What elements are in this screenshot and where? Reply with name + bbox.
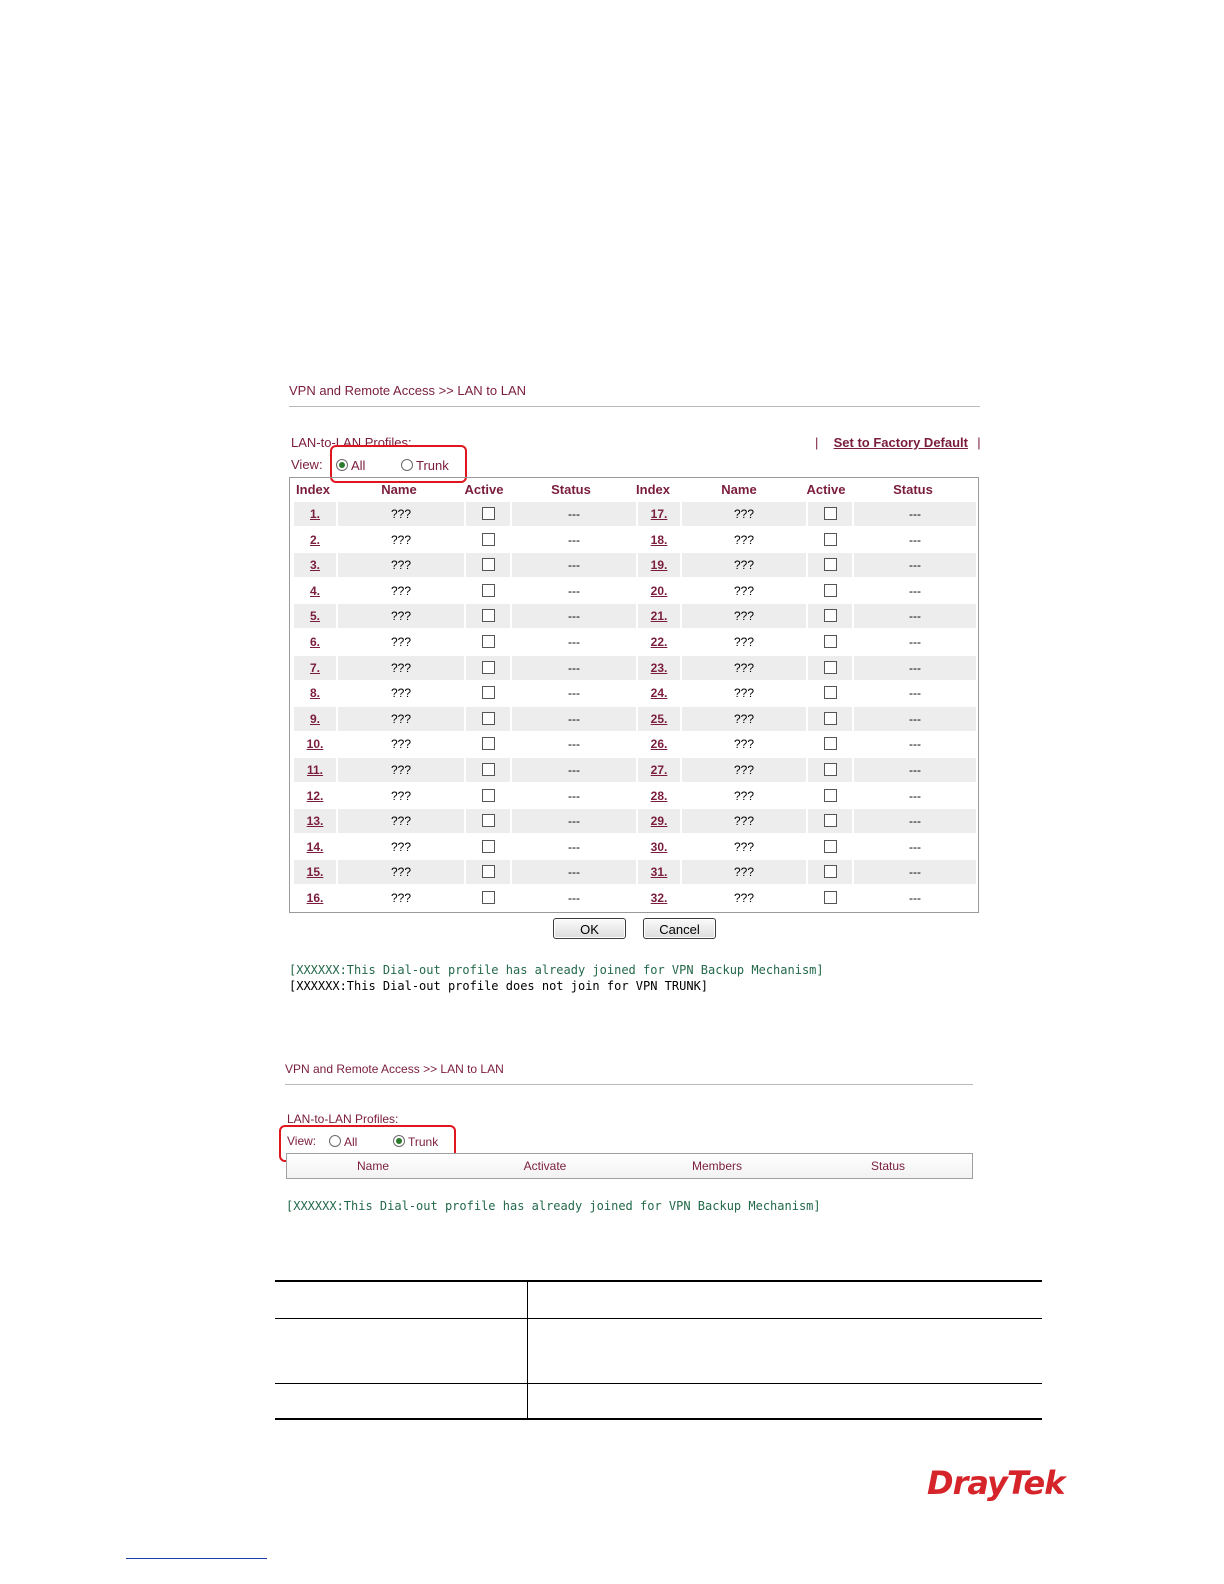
index-cell <box>638 707 680 731</box>
profile-index-link[interactable]: 4. <box>309 583 320 598</box>
profile-name: ??? <box>338 502 464 526</box>
index-cell <box>294 681 336 705</box>
profile-name: ??? <box>390 788 412 803</box>
active-checkbox[interactable] <box>482 609 495 622</box>
profile-name: ??? <box>390 737 412 752</box>
view-option-label: Trunk <box>408 1135 439 1149</box>
profile-name: ??? <box>338 553 464 577</box>
index-cell <box>638 528 680 552</box>
cancel-button[interactable]: Cancel <box>643 918 716 939</box>
profile-name: ??? <box>390 839 412 854</box>
active-checkbox[interactable] <box>824 789 837 802</box>
profile-name: ??? <box>682 604 806 628</box>
profile-index-link[interactable]: 19. <box>650 558 668 573</box>
table-row <box>294 528 976 552</box>
active-checkbox[interactable] <box>824 584 837 597</box>
profile-name: ??? <box>338 758 464 782</box>
note-backup: [XXXXXX:This Dial-out profile has already joined for VPN Backup Mechanism] <box>289 963 824 977</box>
profile-status: --- <box>512 553 636 577</box>
table-row <box>294 732 976 756</box>
active-checkbox[interactable] <box>824 865 837 878</box>
note-backup: [XXXXXX:This Dial-out profile has already joined for VPN Backup Mechanism] <box>286 1199 821 1213</box>
active-checkbox[interactable] <box>482 814 495 827</box>
active-cell <box>466 502 510 526</box>
profile-status: --- <box>909 788 921 803</box>
table-top-rule <box>275 1280 1042 1282</box>
active-cell <box>808 502 852 526</box>
profile-status: --- <box>568 532 580 547</box>
view-option-label: Trunk <box>416 458 449 473</box>
active-cell <box>466 528 510 552</box>
profile-status: --- <box>512 656 636 680</box>
view-option-label: All <box>351 458 366 473</box>
profile-status: --- <box>854 656 976 680</box>
active-cell <box>808 732 852 756</box>
active-cell <box>808 758 852 782</box>
active-checkbox[interactable] <box>824 635 837 648</box>
profile-name: ??? <box>390 532 412 547</box>
active-checkbox[interactable] <box>824 686 837 699</box>
active-checkbox[interactable] <box>482 635 495 648</box>
active-cell <box>466 630 510 654</box>
profile-name: ??? <box>338 707 464 731</box>
profile-status: --- <box>854 860 976 884</box>
active-cell <box>808 579 852 603</box>
active-cell <box>808 681 852 705</box>
footer-rule <box>126 1558 267 1559</box>
active-cell <box>466 579 510 603</box>
active-checkbox[interactable] <box>482 840 495 853</box>
table-row <box>294 886 976 910</box>
profile-index-link[interactable]: 10. <box>306 737 324 752</box>
profile-name: ??? <box>682 502 806 526</box>
index-cell <box>294 732 336 756</box>
active-checkbox[interactable] <box>482 533 495 546</box>
column-header: Active <box>464 482 504 497</box>
active-cell <box>808 528 852 552</box>
index-cell <box>294 758 336 782</box>
column-header: Index <box>636 482 670 497</box>
column-header: Activate <box>523 1159 567 1173</box>
table-row <box>294 835 976 859</box>
profile-status: --- <box>909 583 921 598</box>
breadcrumb: VPN and Remote Access >> LAN to LAN <box>285 1062 504 1076</box>
profile-index-link[interactable]: 12. <box>306 788 324 803</box>
active-checkbox[interactable] <box>482 789 495 802</box>
active-checkbox[interactable] <box>824 558 837 571</box>
active-cell <box>808 784 852 808</box>
table-row <box>294 758 976 782</box>
table-row <box>294 681 976 705</box>
table-row <box>294 860 976 884</box>
active-checkbox[interactable] <box>824 840 837 853</box>
profile-index-link[interactable]: 25. <box>650 711 668 726</box>
profile-index-link[interactable]: 27. <box>650 763 668 777</box>
active-checkbox[interactable] <box>824 661 837 674</box>
index-cell <box>638 860 680 884</box>
active-checkbox[interactable] <box>824 609 837 622</box>
active-checkbox[interactable] <box>824 814 837 827</box>
draytek-logo: DrayTek <box>927 1464 1065 1502</box>
active-checkbox[interactable] <box>824 712 837 725</box>
index-cell <box>638 732 680 756</box>
view-option-trunk[interactable] <box>401 458 449 473</box>
profile-name: ??? <box>682 758 806 782</box>
profile-status: --- <box>568 583 580 598</box>
active-cell <box>466 886 510 910</box>
index-cell <box>294 528 336 552</box>
index-cell <box>294 604 336 628</box>
profile-status: --- <box>512 604 636 628</box>
profile-name: ??? <box>338 809 464 833</box>
view-option-all[interactable] <box>329 1135 357 1149</box>
index-cell <box>638 681 680 705</box>
profile-status: --- <box>909 635 921 649</box>
active-cell <box>808 860 852 884</box>
profile-name: ??? <box>733 583 755 598</box>
profile-index-link[interactable]: 31. <box>650 865 668 880</box>
profile-index-link[interactable]: 32. <box>650 891 668 905</box>
table-row <box>294 579 976 603</box>
index-cell <box>294 809 336 833</box>
table-row <box>294 553 976 577</box>
index-cell <box>638 604 680 628</box>
active-checkbox[interactable] <box>824 507 837 520</box>
index-cell <box>638 784 680 808</box>
profile-status: --- <box>909 686 921 701</box>
profile-name: ??? <box>390 891 412 905</box>
index-cell <box>294 553 336 577</box>
table-row <box>294 809 976 833</box>
column-header: Status <box>551 482 591 497</box>
index-cell <box>638 835 680 859</box>
profile-name: ??? <box>682 707 806 731</box>
index-cell <box>638 809 680 833</box>
view-option-label: All <box>344 1135 358 1149</box>
active-cell <box>808 630 852 654</box>
index-cell <box>638 656 680 680</box>
profile-status: --- <box>909 891 921 905</box>
profile-status: --- <box>909 839 921 854</box>
profile-status: --- <box>512 758 636 782</box>
active-cell <box>466 758 510 782</box>
profile-status: --- <box>909 532 921 547</box>
column-header: Name <box>381 482 417 497</box>
profile-status: --- <box>512 502 636 526</box>
index-cell <box>294 707 336 731</box>
profile-index-link[interactable]: 22. <box>650 635 668 649</box>
column-header: Index <box>296 482 330 497</box>
column-header: Active <box>806 482 846 497</box>
view-option-all[interactable] <box>336 458 365 473</box>
active-checkbox[interactable] <box>482 865 495 878</box>
profile-status: --- <box>909 737 921 752</box>
active-checkbox[interactable] <box>482 712 495 725</box>
radio-unselected-icon[interactable] <box>401 459 413 471</box>
profile-name: ??? <box>733 891 755 905</box>
active-cell <box>466 604 510 628</box>
column-header: Name <box>721 482 757 497</box>
active-checkbox[interactable] <box>482 891 495 904</box>
separator: | <box>977 435 981 450</box>
profile-index-link[interactable]: 18. <box>650 532 668 547</box>
profile-index-link[interactable]: 21. <box>650 609 668 624</box>
factory-default-group <box>815 435 981 450</box>
view-label: View: <box>291 457 323 472</box>
profile-status: --- <box>568 635 580 649</box>
column-header: Name <box>356 1159 389 1173</box>
profile-status: --- <box>854 707 976 731</box>
index-cell <box>638 502 680 526</box>
table-row-rule <box>275 1318 1042 1319</box>
profile-index-link[interactable]: 13. <box>306 814 324 829</box>
profile-index-link[interactable]: 2. <box>309 532 320 547</box>
profile-index-link[interactable]: 29. <box>650 814 668 829</box>
active-checkbox[interactable] <box>482 737 495 750</box>
active-checkbox[interactable] <box>482 686 495 699</box>
profile-status: --- <box>568 737 580 752</box>
active-checkbox[interactable] <box>824 763 837 776</box>
profile-index-link[interactable]: 30. <box>650 839 668 854</box>
table-row-rule <box>275 1383 1042 1384</box>
radio-selected-icon[interactable] <box>336 459 348 471</box>
table-row <box>294 784 976 808</box>
active-cell <box>808 553 852 577</box>
profile-status: --- <box>854 758 976 782</box>
active-cell <box>466 809 510 833</box>
active-checkbox[interactable] <box>824 737 837 750</box>
profile-name: ??? <box>390 583 412 598</box>
profile-index-link[interactable]: 15. <box>306 865 324 880</box>
index-cell <box>294 502 336 526</box>
active-cell <box>466 732 510 756</box>
profile-index-link[interactable]: 6. <box>309 635 320 649</box>
profile-index-link[interactable]: 24. <box>650 686 668 701</box>
profile-name: ??? <box>338 604 464 628</box>
table-bottom-rule <box>275 1418 1042 1420</box>
profile-name: ??? <box>682 553 806 577</box>
divider <box>289 406 980 407</box>
profiles-label: LAN-to-LAN Profiles: <box>291 435 412 450</box>
separator: | <box>815 435 819 450</box>
profile-name: ??? <box>390 635 412 649</box>
active-checkbox[interactable] <box>482 584 495 597</box>
radio-unselected-icon[interactable] <box>329 1135 341 1147</box>
set-factory-default-link[interactable]: Set to Factory Default <box>833 435 968 450</box>
profiles-label: LAN-to-LAN Profiles: <box>287 1112 399 1126</box>
active-checkbox[interactable] <box>482 558 495 571</box>
profile-name: ??? <box>733 532 755 547</box>
breadcrumb: VPN and Remote Access >> LAN to LAN <box>289 383 527 398</box>
profile-status: --- <box>512 707 636 731</box>
active-cell <box>466 681 510 705</box>
active-checkbox[interactable] <box>824 891 837 904</box>
profile-index-link[interactable]: 14. <box>306 839 324 854</box>
index-cell <box>294 784 336 808</box>
profiles-table <box>289 477 979 913</box>
index-cell <box>638 553 680 577</box>
profile-index-link[interactable]: 11. <box>306 763 324 777</box>
active-checkbox[interactable] <box>482 507 495 520</box>
profile-status: --- <box>854 553 976 577</box>
profile-index-link[interactable]: 3. <box>309 558 320 573</box>
profile-index-link[interactable]: 23. <box>650 660 668 675</box>
profile-name: ??? <box>733 839 755 854</box>
profile-name: ??? <box>682 809 806 833</box>
table-row <box>294 630 976 654</box>
index-cell <box>638 579 680 603</box>
active-checkbox[interactable] <box>482 763 495 776</box>
profile-index-link[interactable]: 9. <box>309 711 320 726</box>
table-row <box>294 604 976 628</box>
index-cell <box>638 886 680 910</box>
profile-status: --- <box>512 809 636 833</box>
active-cell <box>466 656 510 680</box>
active-checkbox[interactable] <box>482 661 495 674</box>
index-cell <box>294 860 336 884</box>
profile-name: ??? <box>682 656 806 680</box>
divider <box>285 1084 973 1085</box>
index-cell <box>638 758 680 782</box>
profile-status: --- <box>854 604 976 628</box>
profile-name: ??? <box>338 656 464 680</box>
profile-index-link[interactable]: 26. <box>650 737 668 752</box>
trunk-table <box>286 1153 973 1179</box>
column-header: Status <box>893 482 933 497</box>
index-cell <box>638 630 680 654</box>
active-cell <box>808 809 852 833</box>
profile-index-link[interactable]: 7. <box>309 660 320 675</box>
profile-status: --- <box>854 809 976 833</box>
profile-status: --- <box>568 839 580 854</box>
active-checkbox[interactable] <box>824 533 837 546</box>
active-cell <box>808 604 852 628</box>
profile-index-link[interactable]: 16. <box>306 891 324 905</box>
profile-index-link[interactable]: 1. <box>309 507 320 521</box>
profile-index-link[interactable]: 8. <box>309 686 320 701</box>
active-cell <box>466 553 510 577</box>
profile-name: ??? <box>390 686 412 701</box>
table-column-rule <box>527 1282 528 1418</box>
active-cell <box>808 835 852 859</box>
index-cell <box>294 835 336 859</box>
view-label: View: <box>287 1134 317 1148</box>
view-option-trunk[interactable] <box>393 1135 438 1149</box>
active-cell <box>808 656 852 680</box>
column-header: Members <box>691 1159 742 1173</box>
active-cell <box>466 860 510 884</box>
profile-name: ??? <box>733 737 755 752</box>
profile-name: ??? <box>733 635 755 649</box>
ok-button[interactable]: OK <box>553 918 626 939</box>
profile-name: ??? <box>682 860 806 884</box>
column-header: Status <box>870 1159 906 1173</box>
profile-name: ??? <box>733 686 755 701</box>
index-cell <box>294 656 336 680</box>
profile-status: --- <box>854 502 976 526</box>
active-cell <box>466 835 510 859</box>
profile-name: ??? <box>733 788 755 803</box>
table-row <box>294 656 976 680</box>
active-cell <box>466 707 510 731</box>
index-cell <box>294 886 336 910</box>
profile-status: --- <box>568 891 580 905</box>
table-row <box>294 502 976 526</box>
index-cell <box>294 630 336 654</box>
table-row <box>294 707 976 731</box>
note-trunk: [XXXXXX:This Dial-out profile does not join for VPN TRUNK] <box>289 979 709 993</box>
profile-name: ??? <box>338 860 464 884</box>
profile-status: --- <box>568 788 580 803</box>
active-cell <box>466 784 510 808</box>
index-cell <box>294 579 336 603</box>
active-cell <box>808 886 852 910</box>
radio-selected-icon[interactable] <box>393 1135 405 1147</box>
profile-index-link[interactable]: 5. <box>309 609 320 624</box>
profile-index-link[interactable]: 28. <box>650 788 668 803</box>
profile-status: --- <box>512 860 636 884</box>
active-cell <box>808 707 852 731</box>
profile-index-link[interactable]: 20. <box>650 583 668 598</box>
profile-status: --- <box>568 686 580 701</box>
profile-index-link[interactable]: 17. <box>650 507 668 521</box>
